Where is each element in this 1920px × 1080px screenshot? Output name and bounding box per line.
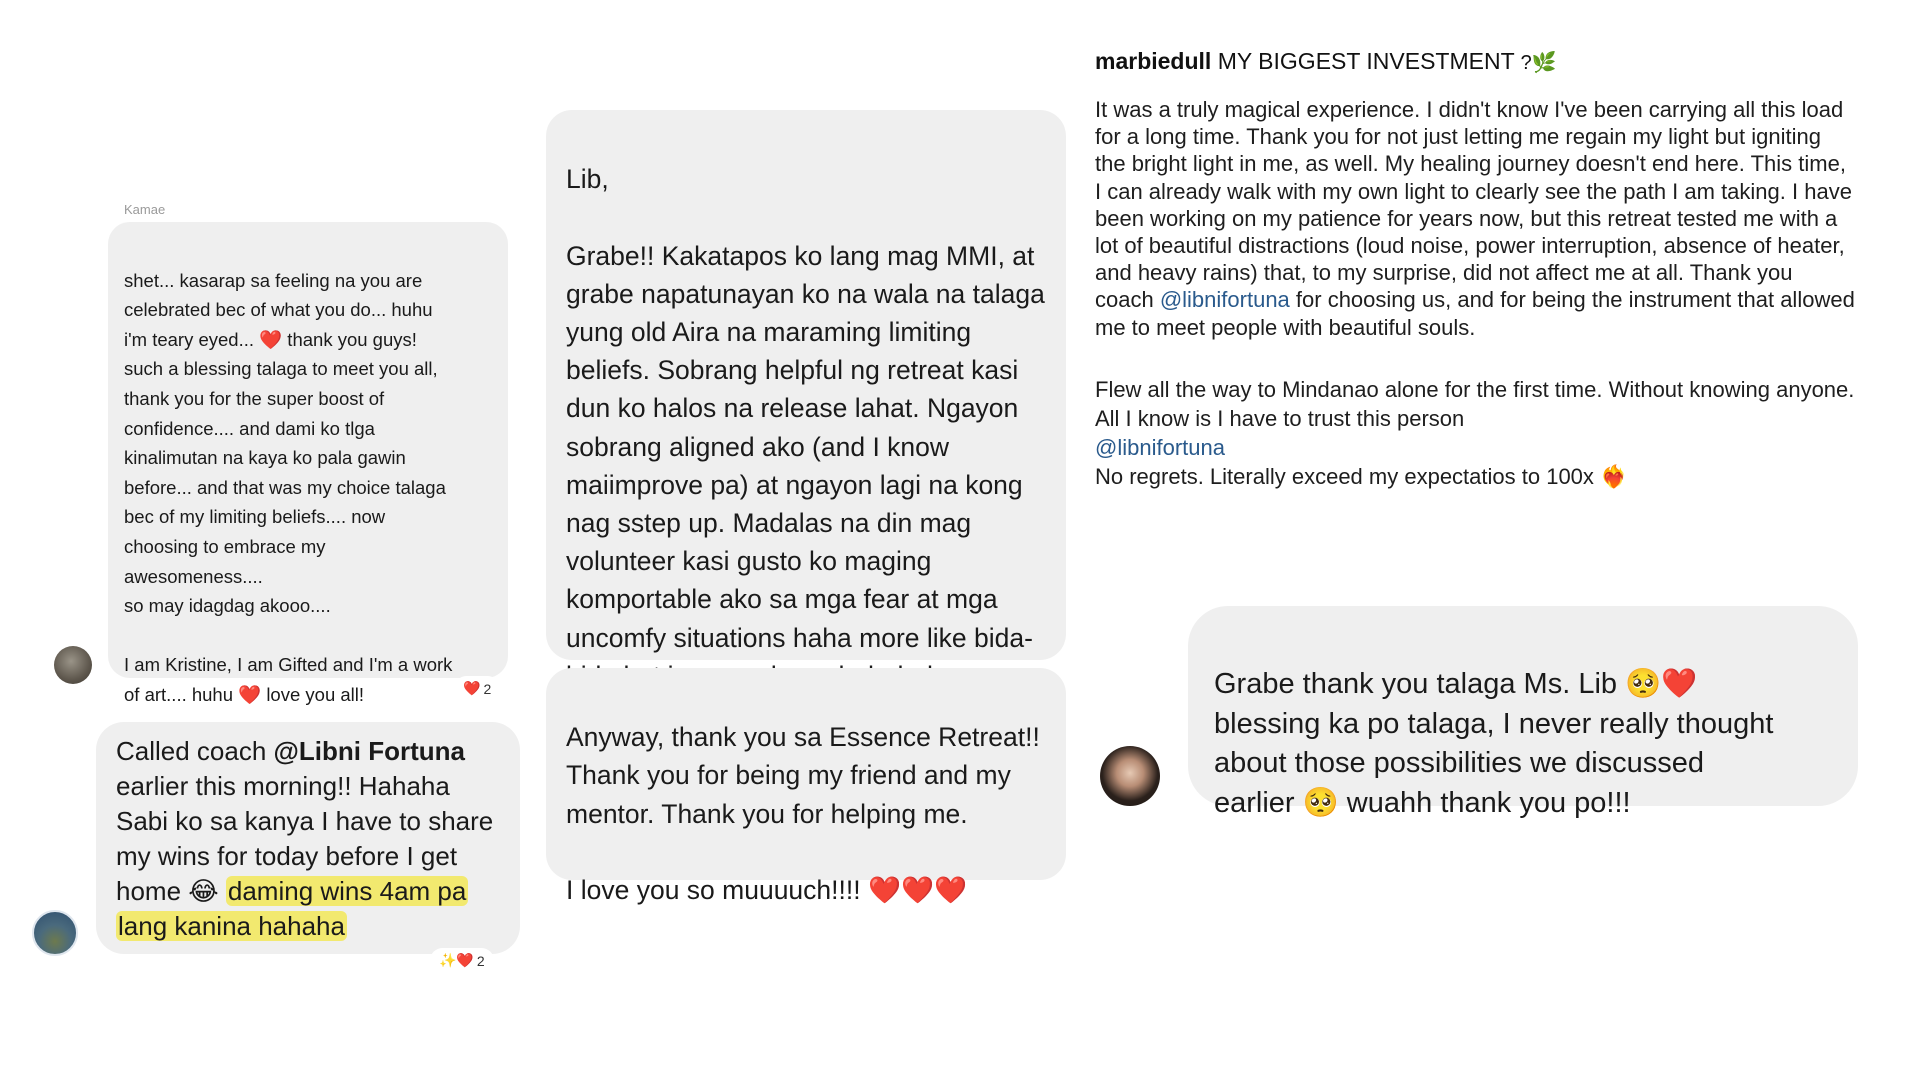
caption-paragraph: Flew all the way to Mindanao alone for the first time. Without knowing anyone. All I know is I have to trust this person @libnifortuna No regrets. Literally exceed my expectatios to 100x ❤️‍🔥 xyxy=(1095,376,1855,489)
mention-link[interactable]: @Libni Fortuna xyxy=(273,736,465,766)
message-bubble-mslib xyxy=(1188,606,1858,819)
message-bubble-thanks xyxy=(546,668,1066,906)
message-bubble-kamae xyxy=(108,222,508,705)
avatar[interactable] xyxy=(1100,746,1160,806)
sparkle-heart-icon: ✨❤️ xyxy=(439,952,474,968)
post-caption xyxy=(1095,46,1855,491)
mention-link[interactable]: @libnifortuna xyxy=(1095,434,1225,460)
message-bubble-coach xyxy=(96,722,520,954)
avatar[interactable] xyxy=(54,646,92,684)
highlighted-text: daming wins 4am pa xyxy=(227,876,467,906)
reaction-badge[interactable] xyxy=(432,950,492,971)
avatar[interactable] xyxy=(32,910,78,956)
message-text: Lib, Grabe!! Kakatapos ko lang mag MMI, at grabe napatunayan ko na wala na talaga yung old Aira na maraming limiting beliefs. Sobrang helpful ng retreat kasi dun ko halos na release lahat. Ngayon sobrang aligned ako (and I know maiimprove pa) at ngayon lagi na kong nag sstep up. Madalas na din mag volunteer kasi gusto ko maging komportable ako sa mga fear at mga uncomfy situations haha more like bida- xyxy=(566,164,1045,653)
post-title: MY BIGGEST INVESTMENT xyxy=(1217,48,1515,74)
message-bubble-letter xyxy=(546,110,1066,660)
sender-name: Kamae xyxy=(124,202,166,217)
message-text: shet... kasarap sa feeling na you are celebrated bec of what you do... huhu i'm teary eyed... ❤️ thank you guys! such a blessing talaga to meet you all, thank you for the super boost of confidence.... and dami ko tlga kinalimutan na kaya ko pala gawin before... and that was my choice talaga bec of my limiting beliefs.... now choosing to embrace my awesomeness.... so may idagdag akooo.... I am Kristine, I am Gifted and I'm a work of art.... huhu ❤️ love you all! xyxy=(124,269,453,705)
username[interactable]: marbiedull xyxy=(1095,48,1212,74)
message-text: Grabe thank you talaga Ms. Lib 🥺❤️ blessing ka po talaga, I never really thought about those possibilities we discussed earlier 🥺 wuahh thank you po!!! xyxy=(1214,668,1774,819)
message-text: Called coach xyxy=(116,736,274,766)
post-header xyxy=(1095,46,1855,78)
reaction-badge[interactable] xyxy=(456,678,498,699)
message-text: Anyway, thank you sa Essence Retreat!! Thank you for being my friend and my mentor. Thank you for helping me. I love you so muuuuch!!!! ❤️❤️❤️ xyxy=(566,722,1040,906)
reaction-count: 2 xyxy=(476,952,485,969)
message-text: earlier this morning!! Hahaha Sabi ko sa kanya I have to share my wins for today before I get home 😂 xyxy=(116,771,494,906)
highlighted-text: lang kanina hahaha xyxy=(118,911,345,941)
mention-link[interactable]: @libnifortuna xyxy=(1159,287,1290,313)
title-emoji-icon: ?🌿 xyxy=(1520,52,1557,74)
heart-icon: ❤️ xyxy=(463,680,481,696)
caption-paragraph: It was a truly magical experience. I didn't know I've been carrying all this load for a long time. Thank you for not just letting me regain my light but igniting the bright light in me, as well. My healing journey doesn't end here. This time, I can already walk with my own light to clearly see the path I am taking. I have been working on my patience for years now, but this retreat tested me with a lot of beautiful distractions (loud noise, power interruption, absence of heater, and heavy rains) that, to my surprise, did not affect me at all. Thank you coach @libnifortuna for choosing us, and for being the instrument that allowed me to meet people with beautiful souls. xyxy=(1095,97,1855,340)
reaction-count: 2 xyxy=(483,680,492,697)
